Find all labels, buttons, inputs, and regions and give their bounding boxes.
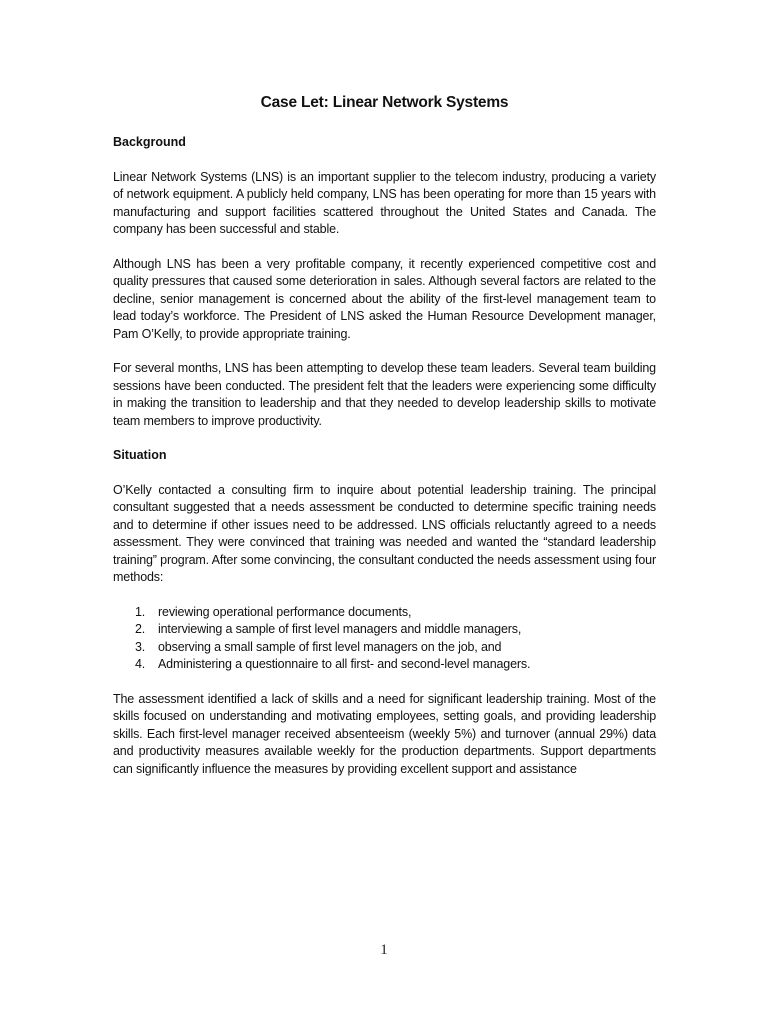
section-heading-background: Background (113, 135, 186, 149)
list-item-number: 3. (135, 639, 146, 654)
background-paragraph-3: For several months, LNS has been attempting to develop these team leaders. Several team building sessions have been conducted. The president felt that the leaders were experiencing some difficulty in making the transition to leadership and that they needed to develop leadership skills to motivate team members to improve productivity. (113, 361, 656, 428)
list-item (113, 621, 656, 639)
list-item-number: 4. (135, 657, 146, 671)
page-number: 1 (380, 942, 388, 958)
list-item-text: interviewing a sample of first level managers and middle managers, (158, 622, 522, 636)
situation-paragraph-intro: O’Kelly contacted a consulting firm to inquire about potential leadership training. The principal consultant suggested that a needs assessment be conducted to determine specific training needs and to determine if other issues need to be addressed. LNS officials reluctantly agreed to a needs assessment. They were convinced that training was needed and wanted the “standard leadership training” program. After some convincing, the consultant conducted the needs assessment using four methods: (113, 482, 656, 584)
list-item-text: observing a small sample of first level managers on the job, and (158, 639, 502, 654)
background-paragraph-2: Although LNS has been a very profitable company, it recently experienced competitive cost and quality pressures that caused some deterioration in sales. Although several factors are related to the decline, senior management is concerned about the ability of the first-level management team to lead today’s workforce. The President of LNS asked the Human Resource Development manager, Pam O’Kelly, to provide appropriate training. (113, 256, 656, 341)
list-item (113, 639, 656, 657)
list-item-number: 2. (135, 622, 146, 636)
situation-paragraph-outcome: The assessment identified a lack of skills and a need for significant leadership training. Most of the skills focused on understanding and motivating employees, setting goals, and providing leadership skills. Each first-level manager received absenteeism (weekly 5%) and turnover (annual 29%) data and productivity measures available weekly for the production departments. Support departments can significantly influence the measures by providing excellent support and assistance (113, 691, 656, 776)
list-item (113, 656, 656, 674)
document-body (113, 93, 656, 795)
section-heading-situation: Situation (113, 448, 167, 462)
list-item (113, 604, 656, 622)
background-paragraph-1: Linear Network Systems (LNS) is an important supplier to the telecom industry, producing a variety of network equipment. A publicly held company, LNS has been operating for more than 15 years with manufacturing and support facilities scattered throughout the United States and Canada. The company has been successful and stable. (113, 169, 656, 236)
document-title: Case Let: Linear Network Systems (260, 94, 509, 111)
assessment-methods-list (113, 604, 656, 674)
list-item-text: Administering a questionnaire to all first- and second-level managers. (158, 657, 531, 671)
list-item-text: reviewing operational performance documents, (158, 604, 412, 619)
list-item-number: 1. (135, 604, 146, 619)
